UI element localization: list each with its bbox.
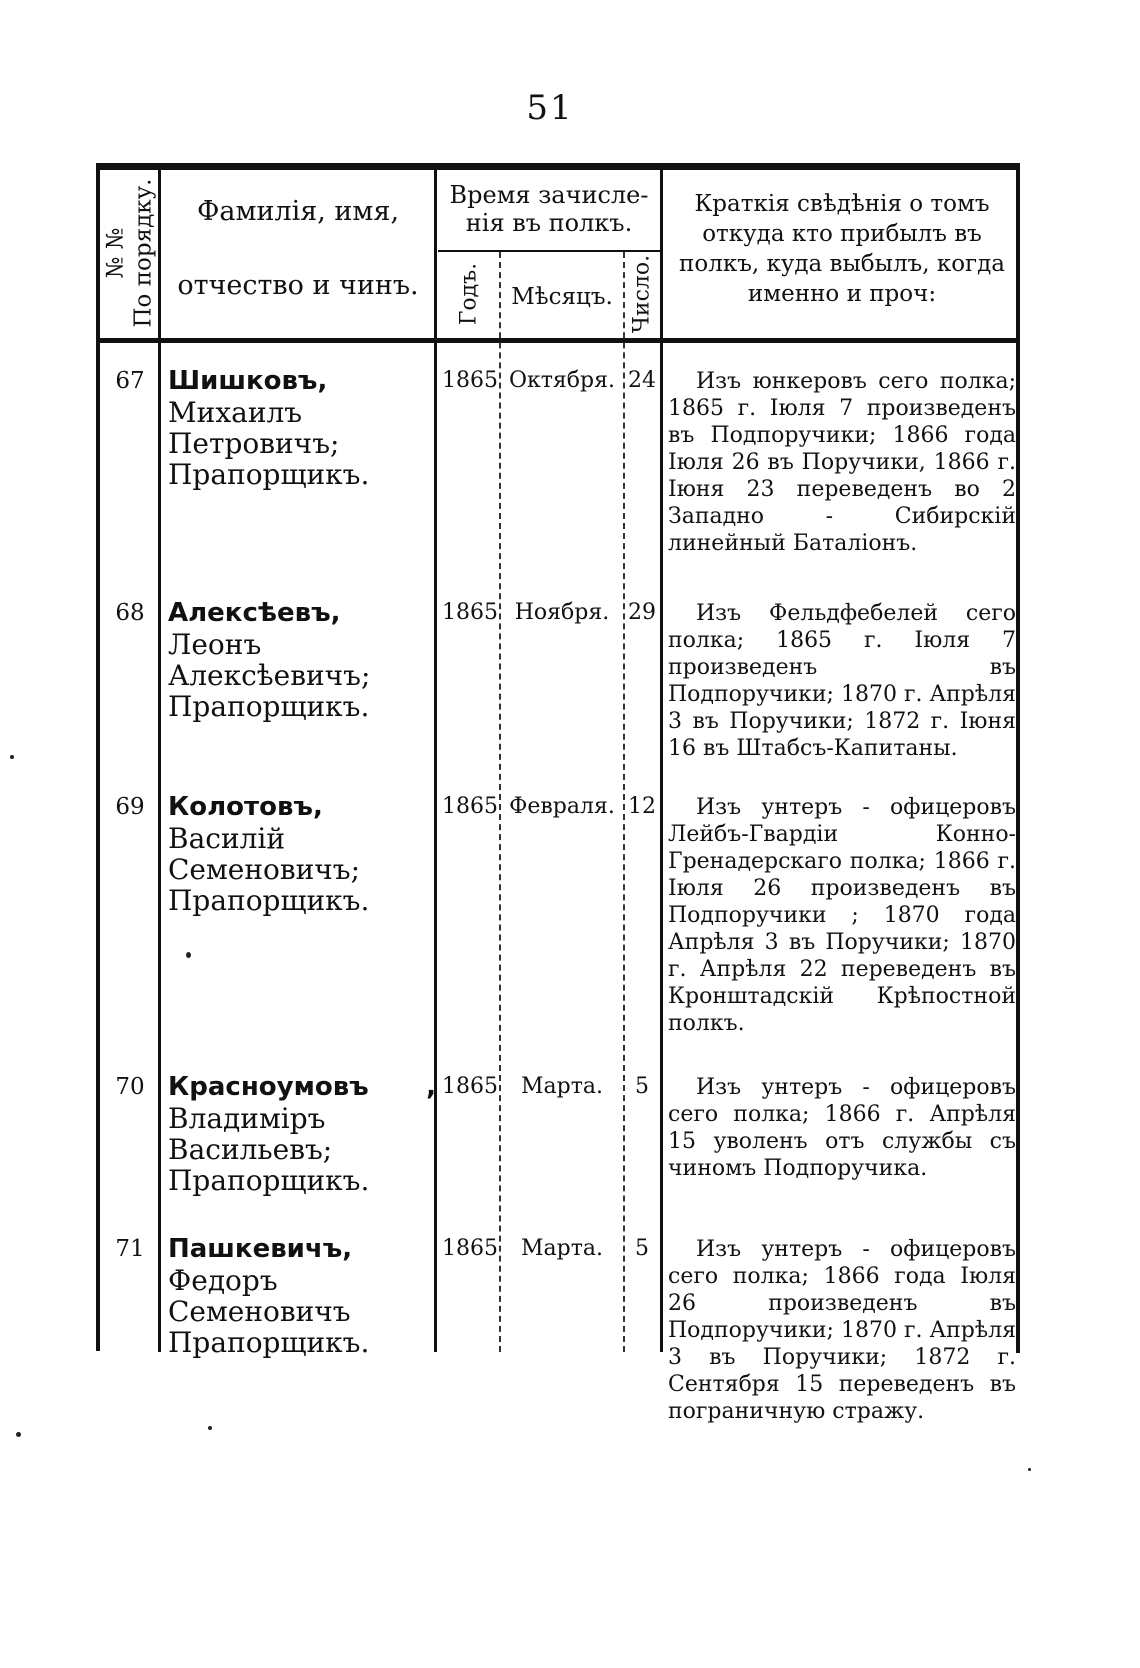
row-notes: Изъ унтеръ - офицеровъ сего полка; 1866 г. Апрѣля 15 уволенъ отъ службы съ чиномъ Подпоручика. — [668, 1075, 1016, 1181]
header-enrollment-time: Время зачисле-нія въ полкъ. — [449, 181, 649, 237]
row-name-rest: Леонъ Алексѣевичъ; Прапорщикъ. — [168, 628, 371, 723]
table-top-rule — [96, 163, 1020, 170]
row-name — [168, 1070, 436, 1196]
header-year-column — [440, 254, 498, 334]
header-number-symbol: № № — [102, 227, 129, 278]
row-name-rest: Федоръ Семеновичъ Прапорщикъ. — [168, 1264, 370, 1359]
row-year: 1865 — [442, 794, 498, 819]
row-day: 29 — [628, 600, 656, 625]
row-surname: Алексѣевъ, — [168, 598, 341, 628]
row-notes: Изъ юнкеровъ сего полка; 1865 г. Іюля 7 произведенъ въ Подпоручики; 1866 года Іюля 26 въ Поручики, 1866 г. Іюня 23 переведенъ во 2 Западно - Сибирскій линейный Баталіонъ. — [668, 369, 1016, 556]
row-day: 12 — [628, 794, 656, 819]
header-name-line2: отчество и чинъ. — [177, 270, 419, 301]
row-day: 24 — [628, 368, 656, 393]
row-name — [168, 1232, 436, 1358]
row-month: Февраля. — [509, 794, 615, 819]
row-number: 70 — [115, 1074, 145, 1100]
row-number: 68 — [115, 600, 145, 626]
row-month: Марта. — [520, 1074, 603, 1099]
row-year: 1865 — [442, 600, 498, 625]
row-day: 5 — [635, 1236, 649, 1261]
scan-speck — [186, 952, 191, 958]
row-name-rest: Василій Семеновичъ; Прапорщикъ. — [168, 822, 370, 917]
row-month: Октября. — [508, 368, 616, 393]
row-notes: Изъ унтеръ - офицеровъ Лейбъ-Гвардіи Конно-Гренадерскаго полка; 1866 г. Іюля 26 произведенъ въ Подпоручики ; 1870 года Апрѣля 3 въ Поручики; 1870 г. Апрѣля 22 переведенъ въ Кронштадскій Крѣпостной полкъ. — [668, 795, 1016, 1036]
scan-speck — [16, 1432, 21, 1437]
header-number-column — [104, 170, 156, 335]
row-surname: Колотовъ, — [168, 792, 323, 822]
header-year-label: Годъ. — [456, 262, 482, 326]
row-notes: Изъ унтеръ - офицеровъ сего полка; 1866 года Іюля 26 произведенъ въ Подпоручики; 1870 г. Апрѣля 3 въ Поручики; 1872 г. Сентября 15 переведенъ въ пограничную стражу. — [668, 1237, 1016, 1424]
row-name — [168, 790, 436, 916]
row-name — [168, 596, 436, 722]
row-surname: Пашкевичъ, — [168, 1234, 353, 1264]
row-month: Марта. — [520, 1236, 603, 1261]
row-name — [168, 364, 436, 490]
scan-speck — [1028, 1468, 1031, 1471]
row-name-rest: Владиміръ Васильевъ; Прапорщикъ. — [168, 1102, 370, 1197]
scan-speck — [10, 755, 14, 759]
page-number: 51 — [526, 88, 574, 128]
header-notes-label: Краткія свѣдѣнія о томъ откуда кто прибылъ въ полкъ, куда выбылъ, когда именно и проч: — [679, 191, 1005, 307]
row-number: 67 — [115, 368, 145, 394]
row-notes: Изъ Фельдфебелей сего полка; 1865 г. Іюля 7 произведенъ въ Подпоручики; 1870 г. Апрѣля 3 въ Поручики; 1872 г. Іюня 16 въ Штабсъ-Капитаны. — [668, 601, 1016, 761]
header-day-column — [625, 254, 659, 334]
row-surname: Красноумовъ , — [168, 1072, 436, 1102]
header-time-divider — [438, 250, 660, 252]
scan-speck — [208, 1426, 212, 1430]
column-divider-day — [660, 170, 663, 1352]
row-year: 1865 — [442, 1236, 498, 1261]
row-year: 1865 — [442, 368, 498, 393]
table-right-border — [1016, 163, 1020, 1353]
table-header-rule — [96, 338, 1020, 343]
header-day-label: Число. — [629, 254, 655, 334]
table-left-border — [96, 163, 100, 1351]
header-number-label: По порядку. — [130, 177, 156, 328]
column-divider-num — [158, 170, 161, 1352]
row-day: 5 — [635, 1074, 649, 1099]
row-number: 71 — [115, 1236, 145, 1262]
row-year: 1865 — [442, 1074, 498, 1099]
row-number: 69 — [115, 794, 145, 820]
row-surname: Шишковъ, — [168, 366, 328, 396]
row-name-rest: Михаилъ Петровичъ; Прапорщикъ. — [168, 396, 370, 491]
header-name-line1: Фамилія, имя, — [196, 196, 400, 227]
row-month: Ноября. — [514, 600, 610, 625]
header-month-label: Мѣсяцъ. — [511, 284, 613, 310]
